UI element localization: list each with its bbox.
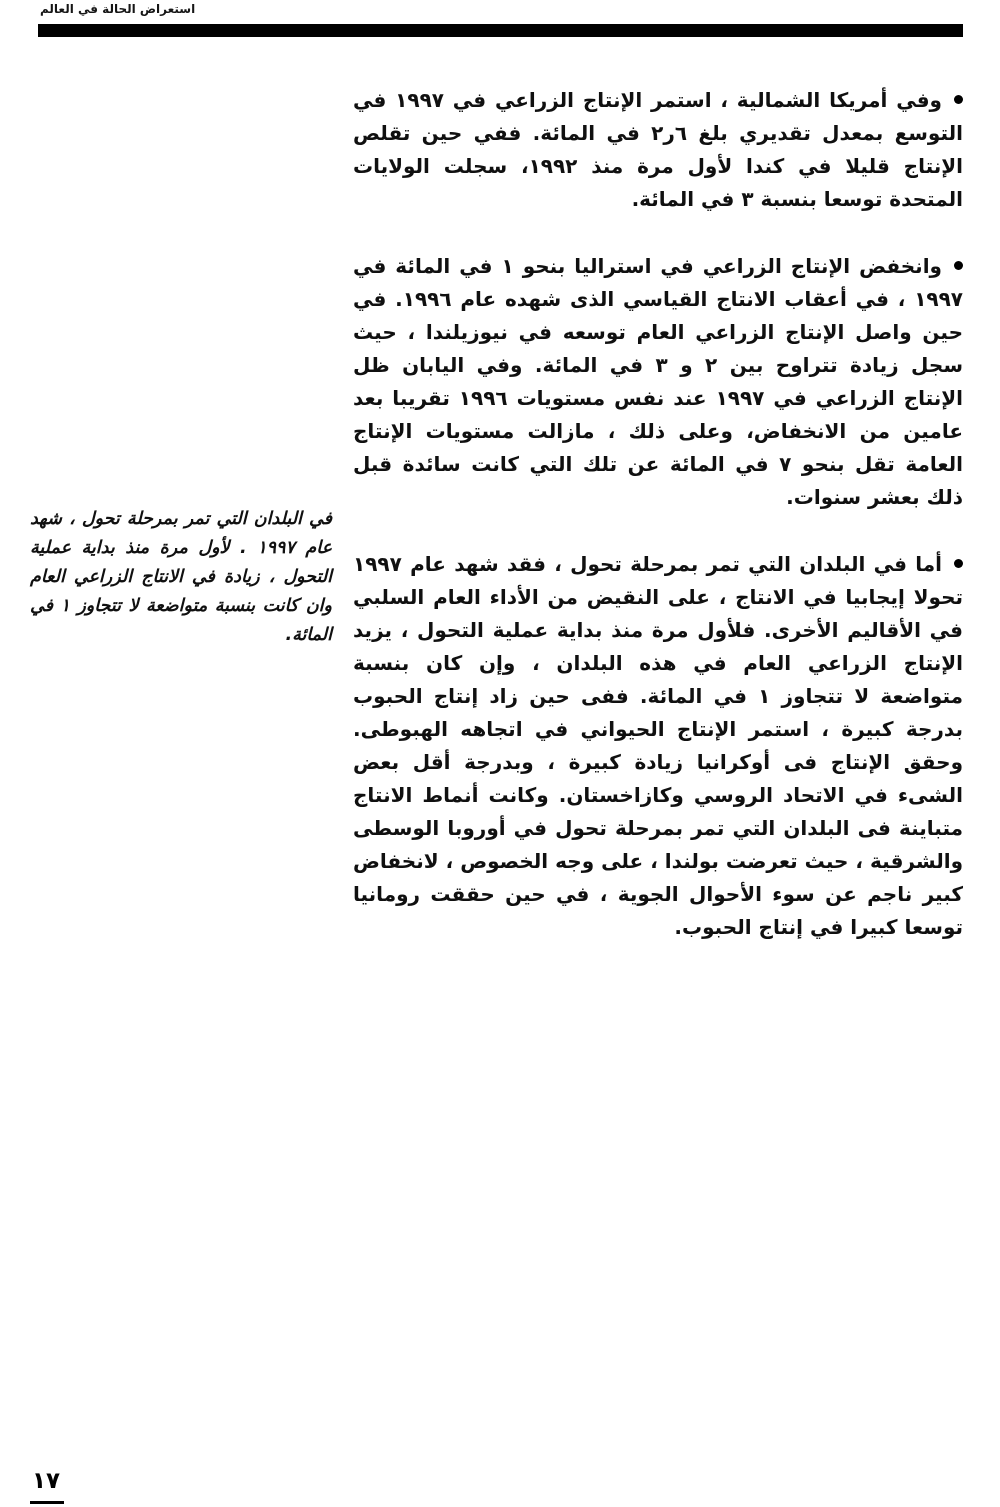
- paragraph-text: وفي أمريكا الشمالية ، استمر الإنتاج الزراعي في ١٩٩٧ في التوسع بمعدل تقديري بلغ ٦ر٢ في المائة. ففي حين تقلص الإنتاج قليلا في كندا لأول مرة منذ ١٩٩٢، سجلت الولايات المتحدة توسعا بنسبة ٣ في المائة.: [353, 88, 964, 211]
- main-text-column: [353, 84, 963, 978]
- paragraph-text: أما في البلدان التي تمر بمرحلة تحول ، فقد شهد عام ١٩٩٧ تحولا إيجابيا في الانتاج ، على النقيض من الأداء العام السلبي في الأقاليم الأخرى. فلأول مرة منذ بداية عملية التحول ، يزيد الإنتاج الزراعي العام في هذه البلدان ، وإن كان بنسبة متواضعة لا تتجاوز ١ في المائة. ففى حين زاد إنتاج الحبوب بدرجة كبيرة ، استمر الإنتاج الحيواني في اتجاهه الهبوطى. وحقق الإنتاج فى أوكرانيا زيادة كبيرة ، وبدرجة أقل بعض الشىء في الاتحاد الروسي وكازاخستان. وكانت أنماط الانتاج متباينة فى البلدان التي تمر بمرحلة تحول في أوروبا الوسطى والشرقية ، حيث تعرضت بولندا ، على وجه الخصوص ، لانخفاض كبير ناجم عن سوء الأحوال الجوية ، في حين حققت رومانيا توسعا كبيرا في إنتاج الحبوب.: [353, 552, 963, 939]
- body-paragraph: [353, 84, 963, 216]
- bullet-icon: [954, 95, 963, 104]
- page-number-rule: [30, 1501, 64, 1504]
- page-number: ١٧: [32, 1468, 61, 1494]
- body-paragraph: [353, 250, 963, 514]
- bullet-icon: [954, 261, 963, 270]
- paragraph-text: وانخفض الإنتاج الزراعي في استراليا بنحو ١ في المائة في ١٩٩٧ ، في أعقاب الانتاج القياسي الذى شهده عام ١٩٩٦. في حين واصل الإنتاج الزراعي العام توسعه في نيوزيلندا ، حيث سجل زيادة تتراوح بين ٢ و ٣ في المائة. وفي اليابان ظل الإنتاج الزراعي في ١٩٩٧ عند نفس مستويات ١٩٩٦ تقريبا بعد عامين من الانخفاض، وعلى ذلك ، مازالت مستويات الإنتاج العامة تقل بنحو ٧ في المائة عن تلك التي كانت سائدة قبل ذلك بعشر سنوات.: [353, 254, 964, 509]
- body-paragraph: [353, 548, 963, 944]
- margin-pull-quote: في البلدان التي تمر بمرحلة تحول ، شهد عام ١٩٩٧ . لأول مرة منذ بداية عملية التحول ، زيادة في الانتاج الزراعي العام وان كانت بنسبة متواضعة لا تتجاوز ١ في المائة.: [30, 509, 333, 645]
- header-rule: [38, 24, 963, 37]
- bullet-icon: [954, 559, 963, 568]
- running-header: استعراض الحالة في العالم: [40, 2, 196, 16]
